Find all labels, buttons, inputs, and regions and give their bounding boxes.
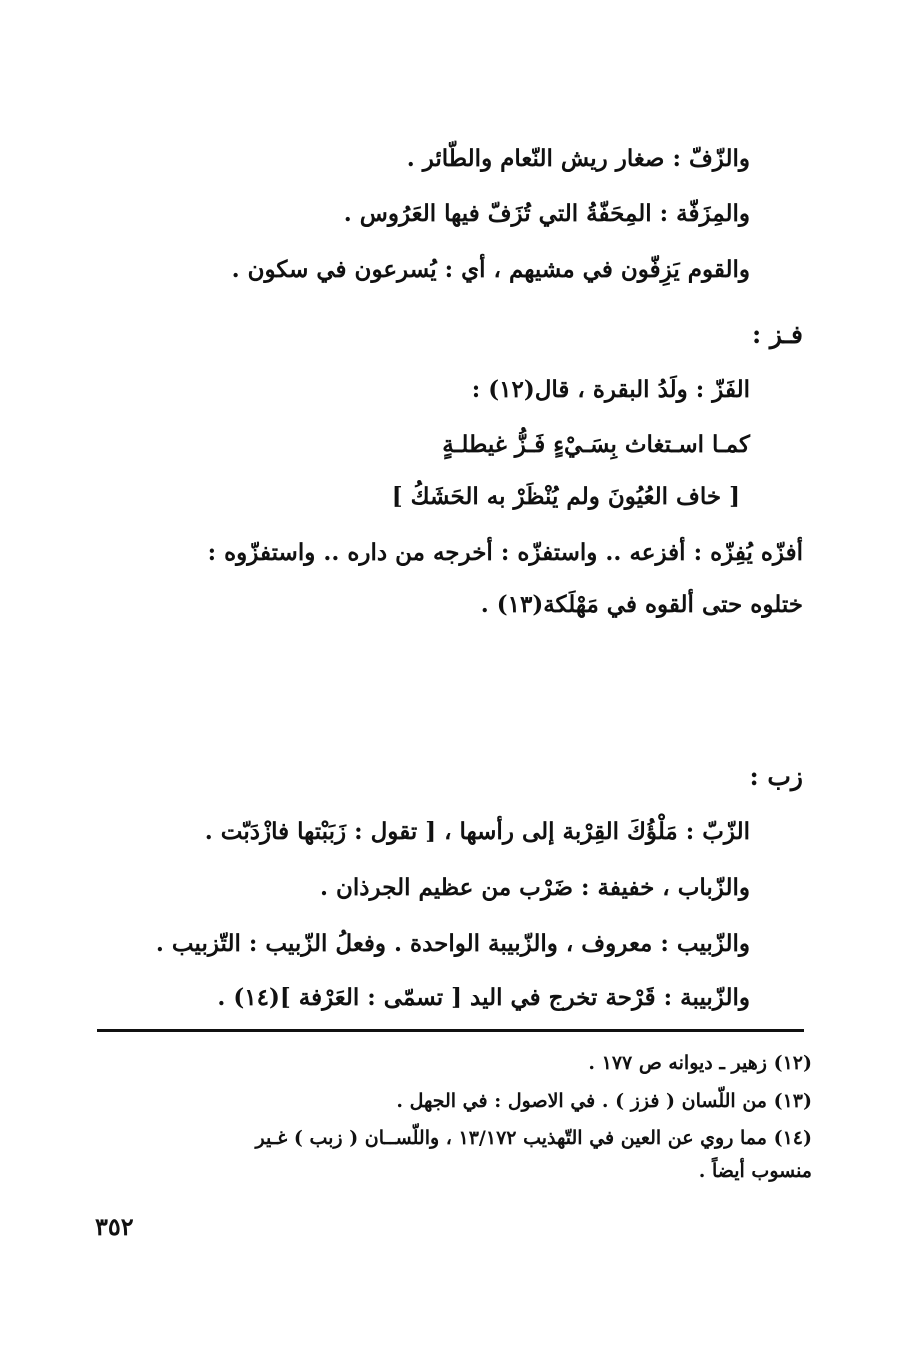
entry-line-mizaffa: والمِزَفّة : المِحَفّةُ التي تُزَفّ فيها العَرُوس .	[343, 200, 750, 227]
entry-line-afazzahu: أفزّه يُفِزّه : أفزعه .. واستفزّه : أخرجه من داره .. واستفزّوه :	[207, 539, 803, 566]
root-heading-zb: زب :	[749, 762, 803, 791]
footnote-14-line-2: منسوب أيضاً .	[698, 1160, 812, 1182]
poetry-verse-first-hemistich: كمـا اسـتغاث بِسَـيْءٍ فَـزُّ غيطلـةٍ	[442, 431, 750, 458]
footnote-14-line-1: (١٤) مما روي عن العين في التّهذيب ١٣/١٧٢ ، واللّســان ( زبب ) غـير	[255, 1127, 812, 1149]
entry-line-zabib: والزّبيب : معروف ، والزّبيبة الواحدة . وفعلُ الزّبيب : التّزبيب .	[155, 930, 750, 957]
entry-line-zabiba: والزّبيبة : قَرْحة تخرج في اليد [ تسمّى : العَرْفة ](١٤) .	[217, 984, 750, 1011]
footnote-divider	[97, 1029, 804, 1032]
entry-line-zabab: والزّباب ، خفيفة : ضَرْب من عظيم الجرذان .	[320, 874, 750, 901]
footnote-12: (١٢) زهير ـ ديوانه ص ١٧٧ .	[588, 1052, 812, 1074]
entry-line-zabb: الزّبّ : مَلْؤُكَ القِرْبة إلى رأسها ، [ تقول : زَبَبْتها فازْدَبّت .	[204, 818, 750, 845]
entry-line-yaziffun: والقوم يَزِفّون في مشيهم ، أي : يُسرعون في سكون .	[231, 256, 750, 283]
poetry-verse-second-hemistich: [ خاف العُيُونَ ولم يُنْظَرْ به الحَشَكُ ]	[391, 483, 740, 510]
footnote-13: (١٣) من اللّسان ( فزز ) . في الاصول : في الجهل .	[396, 1090, 812, 1112]
root-heading-fz: فـز :	[751, 320, 803, 349]
page-number: ٣٥٢	[95, 1212, 134, 1241]
entry-line-khataluhu: ختلوه حتى ألقوه في مَهْلَكة(١٣) .	[480, 591, 803, 618]
entry-line-zaff: والزّفّ : صغار ريش النّعام والطّائر .	[406, 145, 750, 172]
entry-line-fazz: الفَزّ : ولَدُ البقرة ، قال(١٢) :	[471, 376, 750, 403]
